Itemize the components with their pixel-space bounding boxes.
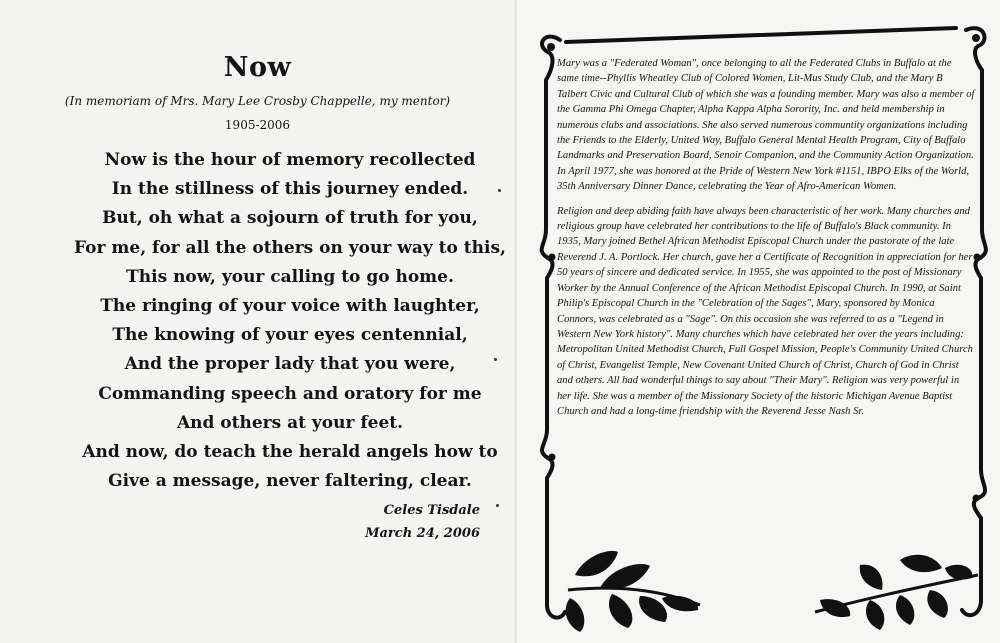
poem-line: And others at your feet.: [176, 412, 404, 433]
poem-date: March 24, 2006: [365, 526, 480, 541]
scan-speck: [494, 358, 497, 361]
poem-line: Now is the hour of memory recollected: [104, 150, 476, 170]
poem-years: 1905-2006: [224, 118, 291, 132]
poem-line: Commanding speech and oratory for me: [98, 383, 482, 404]
biography-paragraph: Religion and deep abiding faith have always been characteristic of her work. Many churches and religious group have celebrated her contributions to the life of Buffalo's Black community. In 1935, Mary joined Bethel African Methodist Episcopal Church under the pastorate of the late Reverend J. A. Portlock. Her church, gave her a Certificate of Recognition in appreciation for her 50 years of sincere and dedicated service. In 1955, she was appointed to the post of Missionary Worker by the Annual Conference of the African Methodist Episcopal Church. In 1990, at Saint Philip's Episcopal Church in the "Celebration of the Sages", Mary, sponsored by Monica Connors, was celebrated as a "Sage". On this occasion she was referred to as a "Legend in Western New York history". Many churches which have celebrated her over the years including: Metropolitan United Methodist Church, Full Gospel Mission, People's Community United Church of Christ, Evangelist Temple, New Covenant United Church of Christ, Church of God in Christ and others. All had wonderful things to say about "Their Mary". Religion was very powerful in her life. She was a member of the Missionary Society of the historic Michigan Avenue Baptist Church and had a long-time friendship with the Reverend Jesse Nash Sr.: [557, 205, 973, 417]
scan-speck: [496, 504, 499, 507]
poem-body: [40, 146, 540, 496]
poem-title: Now: [223, 52, 292, 83]
poem-author: Celes Tisdale: [383, 503, 480, 518]
poem-line: And now, do teach the herald angels how to: [82, 442, 498, 463]
poem-line: The ringing of your voice with laughter,: [100, 296, 480, 317]
poem-dedication: (In memoriam of Mrs. Mary Lee Crosby Chappelle, my mentor): [64, 94, 451, 108]
poem-line: And the proper lady that you were,: [124, 354, 456, 375]
poem-line: The knowing of your eyes centennial,: [112, 325, 468, 346]
biography-text: [557, 56, 975, 428]
scan-speck: [498, 189, 501, 192]
poem-line: For me, for all the others on your way to this,: [74, 237, 506, 258]
biography-paragraph: Mary was a "Federated Woman", once belonging to all the Federated Clubs in Buffalo at the same time--Phyllis Wheatley Club of Colored Women, Lit-Mus Study Club, and the Mary B Talbert Civic and Cultural Club of which she was a founding member. Mary was also a member of the Gamma Phi Omega Chapter, Alpha Kappa Alpha Sorority, Inc. and held membership in numerous clubs and associations. She also served numerous communtity organizations including the Friends to the Elderly, United Way, Buffalo General Mental Health Program, City of Buffalo Landmarks and Preservation Board, Senoir Companion, and the Community Action Organization. In April 1977, she was honored at the Pride of Western New York #1151, IBPO Elks of the World, 35th Anniversary Dinner Dance, celebrating the Year of Afro-American Women.: [557, 58, 975, 193]
poem-line: But, oh what a sojourn of truth for you,: [102, 208, 478, 229]
poem-line: This now, your calling to go home.: [126, 266, 454, 287]
poem-line: Give a message, never faltering, clear.: [108, 471, 472, 492]
poem-line: In the stillness of this journey ended.: [111, 179, 469, 200]
